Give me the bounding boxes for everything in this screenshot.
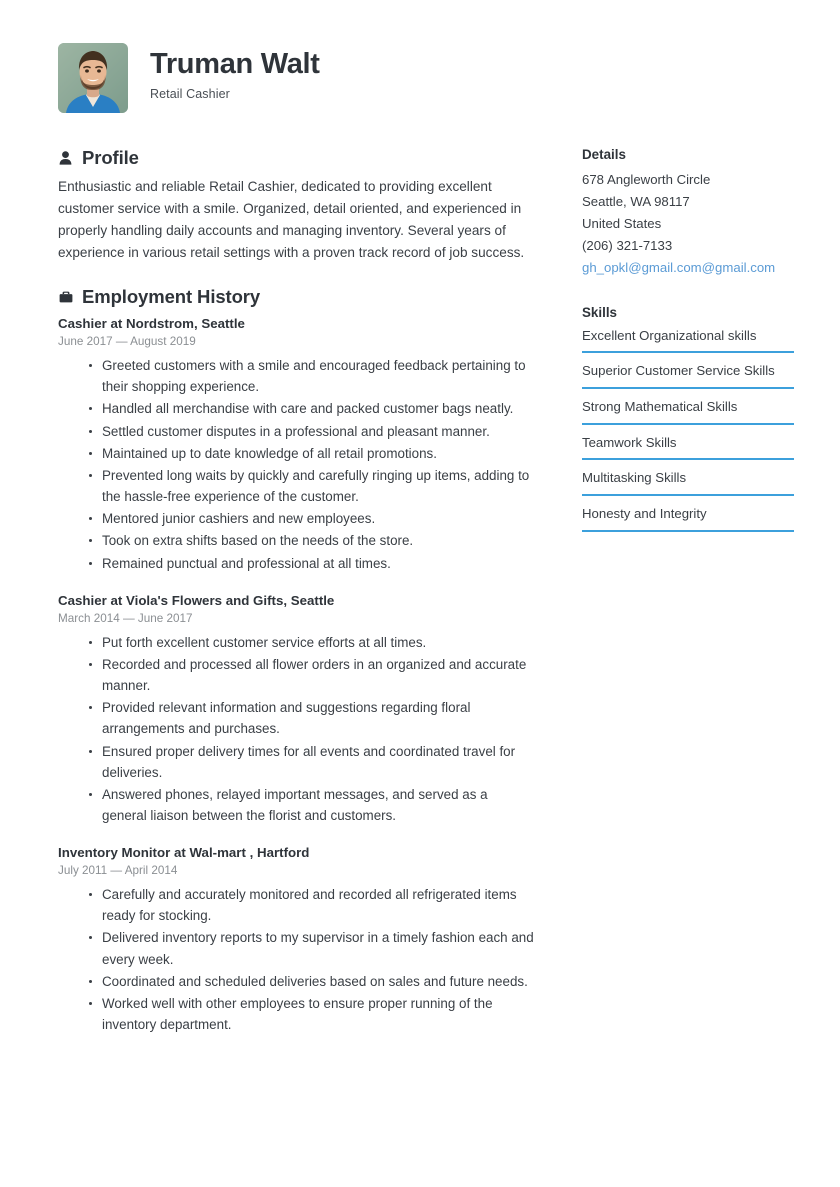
skill-item: Honesty and Integrity bbox=[582, 505, 794, 532]
employment-section bbox=[58, 286, 534, 1035]
employment-entry-heading: Cashier at Nordstrom, Seattle bbox=[58, 316, 245, 332]
employment-section-title: Employment History bbox=[82, 286, 261, 308]
skill-item: Teamwork Skills bbox=[582, 434, 794, 461]
list-item: Provided relevant information and suggestions regarding floral arrangements and purchases. bbox=[89, 697, 534, 739]
person-photo-icon bbox=[58, 43, 128, 113]
list-item: Maintained up to date knowledge of all retail promotions. bbox=[89, 443, 534, 464]
employment-entry bbox=[58, 315, 534, 574]
address-line-1: 678 Angleworth Circle bbox=[582, 172, 711, 187]
skill-item: Multitasking Skills bbox=[582, 469, 794, 496]
list-item: Remained punctual and professional at all times. bbox=[89, 553, 534, 574]
employment-section-header bbox=[58, 286, 534, 308]
profile-section-title: Profile bbox=[82, 147, 139, 168]
list-item: Put forth excellent customer service efforts at all times. bbox=[89, 632, 534, 653]
body-columns bbox=[58, 147, 788, 1057]
skill-item: Excellent Organizational skills bbox=[582, 327, 794, 354]
resume-header bbox=[58, 43, 788, 113]
employment-entry-heading: Inventory Monitor at Wal-mart , Hartford bbox=[58, 845, 310, 861]
address-line-2: Seattle, WA 98117 bbox=[582, 193, 690, 209]
list-item: Carefully and accurately monitored and recorded all refrigerated items ready for stocking. bbox=[89, 884, 534, 926]
employment-entry-dates: July 2011 — April 2014 bbox=[58, 864, 178, 878]
main-column bbox=[58, 147, 534, 1057]
person-icon bbox=[58, 150, 73, 166]
email-link[interactable]: gh_opkl@gmail.com@gmail.com bbox=[582, 259, 776, 275]
list-item: Delivered inventory reports to my supervisor in a timely fashion each and every week. bbox=[89, 927, 534, 969]
list-item: Mentored junior cashiers and new employees. bbox=[89, 508, 534, 529]
employment-entry bbox=[58, 592, 534, 826]
list-item: Answered phones, relayed important messages, and served as a general liaison between the florist and customers. bbox=[89, 784, 534, 826]
list-item: Prevented long waits by quickly and carefully ringing up items, adding to the hassle-free experience of the customer. bbox=[89, 465, 534, 507]
profile-section bbox=[58, 147, 534, 264]
list-item: Took on extra shifts based on the needs of the store. bbox=[89, 530, 534, 551]
list-item: Settled customer disputes in a professional and pleasant manner. bbox=[89, 421, 534, 442]
employment-entry-bullets bbox=[58, 355, 534, 574]
details-title: Details bbox=[582, 147, 626, 162]
list-item: Worked well with other employees to ensure proper running of the inventory department. bbox=[89, 993, 534, 1035]
country: United States bbox=[582, 215, 662, 231]
list-item: Greeted customers with a smile and encouraged feedback pertaining to their shopping experience. bbox=[89, 355, 534, 397]
list-item: Handled all merchandise with care and packed customer bags neatly. bbox=[89, 398, 534, 419]
briefcase-icon bbox=[58, 289, 73, 305]
employment-entry bbox=[58, 844, 534, 1035]
phone-number[interactable]: (206) 321-7133 bbox=[582, 237, 673, 253]
employment-entry-dates: June 2017 — August 2019 bbox=[58, 335, 196, 348]
skill-item: Strong Mathematical Skills bbox=[582, 398, 794, 425]
page-title: Truman Walt bbox=[150, 48, 320, 80]
skills-list bbox=[582, 327, 794, 532]
list-item: Recorded and processed all flower orders in an organized and accurate manner. bbox=[89, 654, 534, 696]
avatar bbox=[58, 43, 128, 113]
employment-entry-dates: March 2014 — June 2017 bbox=[58, 611, 193, 625]
profile-section-header bbox=[58, 147, 534, 169]
details-block bbox=[582, 147, 794, 279]
skill-item: Superior Customer Service Skills bbox=[582, 362, 794, 389]
employment-entry-heading: Cashier at Viola's Flowers and Gifts, Seattle bbox=[58, 592, 335, 608]
employment-jobs-list bbox=[58, 315, 534, 1035]
list-item: Coordinated and scheduled deliveries based on sales and future needs. bbox=[89, 971, 534, 992]
employment-entry-bullets bbox=[58, 632, 534, 827]
sidebar-column bbox=[582, 147, 794, 558]
list-item: Ensured proper delivery times for all events and coordinated travel for deliveries. bbox=[89, 741, 534, 783]
skills-title: Skills bbox=[582, 304, 617, 320]
job-title-subtitle: Retail Cashier bbox=[150, 86, 230, 101]
name-block bbox=[150, 43, 320, 101]
skills-block bbox=[582, 305, 794, 532]
profile-text: Enthusiastic and reliable Retail Cashier, dedicated to providing excellent customer service with a smile. Organized, detail oriented, and experienced in properly handling daily accounts and managing inventory. Several years of experience in various retail settings with a proven track record of job success. bbox=[58, 179, 525, 261]
employment-entry-bullets bbox=[58, 884, 534, 1035]
